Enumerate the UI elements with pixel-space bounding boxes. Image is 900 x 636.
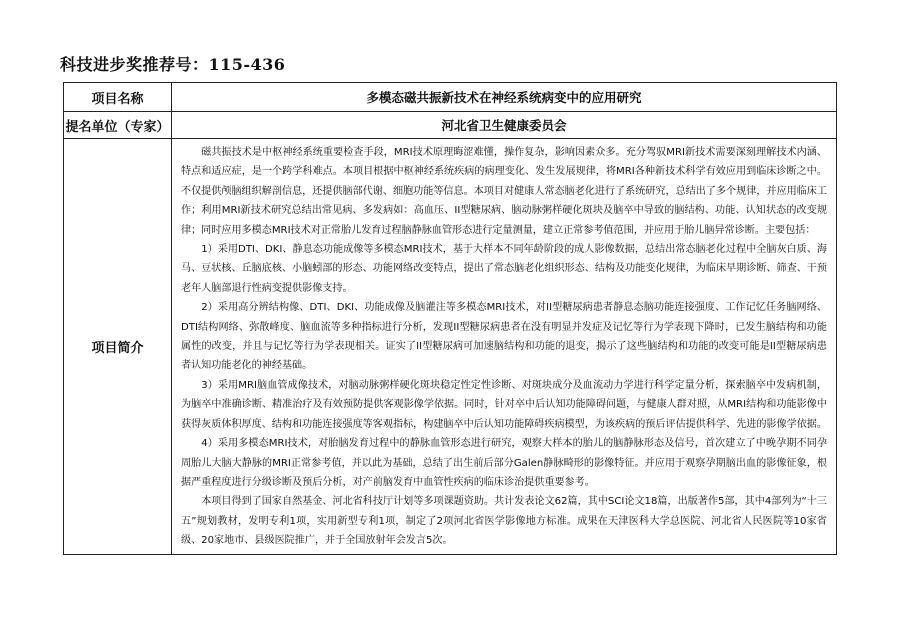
table-row-project-name <box>64 83 837 112</box>
summary-paragraph-intro: 磁共振技术是中枢神经系统重要检查手段，MRI技术原理晦涩难懂，操作复杂，影响因素众多。充分驾驭MRI新技术需要深刻理解技术内涵、特点和适应症，是一个跨学科难点。本项目根据中枢神经系统疾病的病理变化、发生发展规律，将MRI各种新技术科学有效应用到临床诊断之中。不仅提供颅脑组织解剖信息，还提供脑部代谢、细胞功能等信息。本项目对健康人常态脑老化进行了系统研究，总结出了多个规律，并应用临床工作；利用MRI新技术研究总结出常见病、多发病如：高血压、II型糖尿病、脑动脉粥样硬化斑块及脑卒中导致的脑结构、功能、认知状态的改变规律；同时应用多模态MRI技术对正常胎儿发育过程脑静脉血管形态进行定量测量，建立正常参考值范围，并应用于胎儿脑异常诊断。主要包括： <box>181 147 827 236</box>
project-info-table <box>63 82 837 555</box>
summary-text <box>172 139 837 555</box>
summary-paragraph-4: 4）采用多模态MRI技术，对胎脑发育过程中的静脉血管形态进行研究，观察大样本的胎儿的脑静脉形态及信号，首次建立了中晚孕期不同孕周胎儿大脑大静脉的MRI正常参考值，并以此为基础，总结了出生前后部分Galen静脉畸形的影像特征。并应用于观察孕期脑出血的影像征象，根据严重程度进行分级诊断及预后分析，对产前脑发育中血管性疾病的临床诊治提供重要参考。 <box>181 438 827 488</box>
project-name-value: 多模态磁共振新技术在神经系统病变中的应用研究 <box>172 83 837 112</box>
page-title: 科技进步奖推荐号：115-436 <box>60 55 286 74</box>
summary-paragraph-2: 2）采用高分辨结构像、DTI、DKI、功能成像及脑灌注等多模态MRI技术，对II型糖尿病患者静息态脑功能连接强度、工作记忆任务脑网络、DTI结构网络、弥散峰度、脑血流等多种指标进行分析，发现II型糖尿病患者在没有明显并发症及记忆等行为学表现下降时，已发生脑结构和功能属性的改变，并且与记忆等行为学表现相关。证实了II型糖尿病可加速脑结构和功能的退变，揭示了这些脑结构和功能的改变可能是II型糖尿病患者认知功能老化的神经基础。 <box>181 302 827 372</box>
table-row-nominator <box>64 112 837 139</box>
nominator-label: 提名单位（专家） <box>64 112 172 139</box>
summary-paragraph-3: 3）采用MRI脑血管成像技术，对脑动脉粥样硬化斑块稳定性定性诊断、对斑块成分及血流动力学进行科学定量分析，探索脑卒中发病机制，为脑卒中准确诊断、精准治疗及有效预防提供客观影像学依据。同时，针对卒中后认知功能障碍问题，与健康人群对照，从MRI结构和功能影像中获得灰质体积厚度、结构和功能连接强度等客观指标，构建脑卒中后认知功能障碍疾病模型，为该疾病的预后评估提供科学、先进的影像学依据。 <box>181 379 827 430</box>
summary-label: 项目简介 <box>64 139 172 555</box>
summary-paragraph-outcomes: 本项目得到了国家自然基金、河北省科技厅计划等多项课题资助。共计发表论文62篇，其中SCI论文18篇，出版著作5部，其中4部列为“十三五”规划教材，发明专利1项，实用新型专利1项，制定了2项河北省医学影像地方标准。成果在天津医科大学总医院、河北省人民医院等10家省级、20家地市、县级医院推广，并于全国放射年会发言5次。 <box>181 496 827 547</box>
table-row-summary <box>64 139 837 555</box>
nominator-value: 河北省卫生健康委员会 <box>172 112 837 139</box>
project-name-label: 项目名称 <box>64 83 172 112</box>
summary-paragraph-1: 1）采用DTI、DKI、静息态功能成像等多模态MRI技术，基于大样本不同年龄阶段的成人影像数据，总结出常态脑老化过程中全脑灰白质、海马、豆状核、丘脑底核、小脑蚓部的形态、功能网络改变特点，提出了常态脑老化组织形态、结构及功能变化规律，为临床早期诊断、筛查、干预老年人脑部退行性病变提供影像支持。 <box>181 244 827 294</box>
